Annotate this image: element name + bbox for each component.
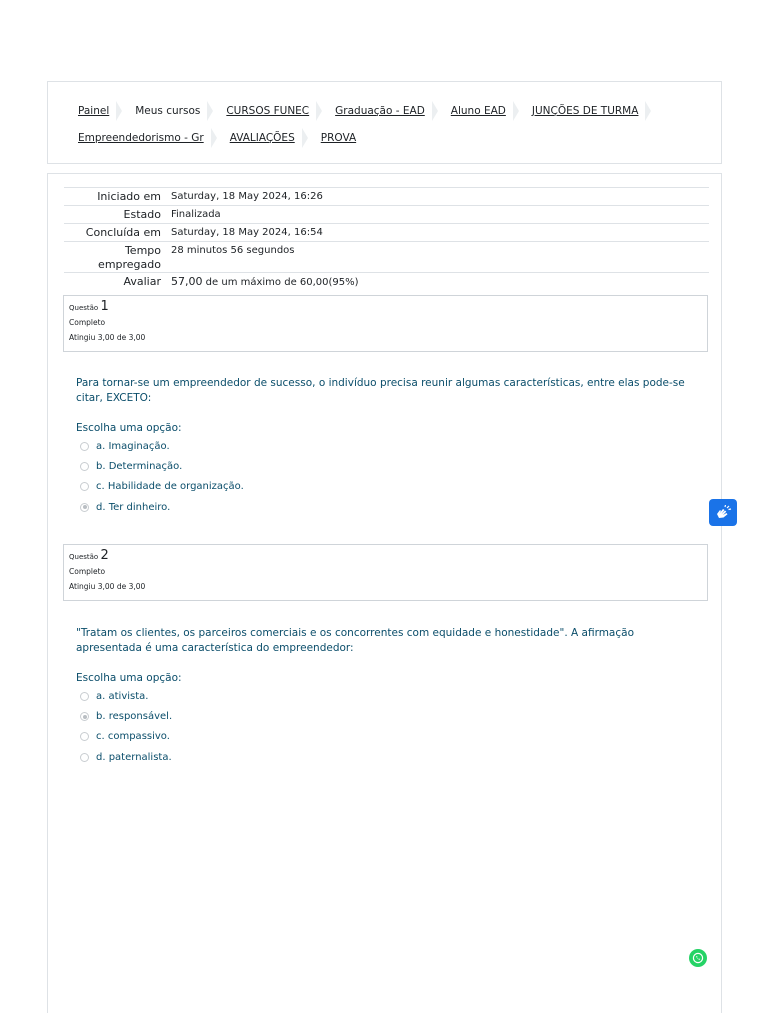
answer-label: b. responsável. xyxy=(96,711,173,723)
grade-score: 57,00 xyxy=(171,275,203,288)
breadcrumb-link[interactable]: Graduação - EAD xyxy=(335,104,425,117)
summary-value: Finalizada xyxy=(171,209,221,220)
breadcrumb-item-aluno-ead[interactable] xyxy=(451,101,532,121)
breadcrumb-link[interactable]: Aluno EAD xyxy=(450,104,506,117)
grade-detail: de um máximo de 60,00(95%) xyxy=(202,277,359,288)
answer-label: b. Determinação. xyxy=(96,461,183,473)
chevron-right-icon xyxy=(645,101,651,121)
radio-button-selected[interactable] xyxy=(80,712,89,721)
breadcrumb-item-avaliacoes[interactable] xyxy=(230,128,321,148)
answer-option[interactable] xyxy=(76,436,696,456)
question-number-value: 2 xyxy=(100,548,109,563)
summary-value: 28 minutos 56 segundos xyxy=(171,245,295,256)
breadcrumb xyxy=(47,81,722,164)
breadcrumb-item-meus-cursos xyxy=(135,101,226,121)
radio-button[interactable] xyxy=(80,753,89,762)
radio-button[interactable] xyxy=(80,732,89,741)
answer-option[interactable] xyxy=(76,497,696,517)
breadcrumb-item-prova[interactable] xyxy=(321,128,356,148)
question-label: Questão xyxy=(69,553,99,561)
hand-icon xyxy=(714,505,732,521)
summary-value: Saturday, 18 May 2024, 16:26 xyxy=(171,191,323,202)
answer-option[interactable] xyxy=(76,477,696,497)
answer-prompt: Escolha uma opção: xyxy=(76,672,182,684)
question-number-value: 1 xyxy=(100,299,109,314)
radio-button[interactable] xyxy=(80,692,89,701)
summary-label: Iniciado em xyxy=(97,190,161,203)
chevron-right-icon xyxy=(207,101,213,121)
breadcrumb-link[interactable]: PROVA xyxy=(320,131,357,144)
chevron-right-icon xyxy=(432,101,438,121)
summary-row-started xyxy=(64,188,709,206)
breadcrumb-row xyxy=(78,101,664,121)
summary-row-grade xyxy=(64,273,709,292)
breadcrumb-link[interactable]: Empreendedorismo - Gr xyxy=(78,131,204,144)
question-state: Completo xyxy=(69,567,106,576)
breadcrumb-link[interactable]: CURSOS FUNEC xyxy=(226,104,310,117)
whatsapp-icon[interactable] xyxy=(689,949,707,967)
summary-label: Estado xyxy=(123,208,161,221)
summary-label: Concluída em xyxy=(85,226,161,239)
radio-button[interactable] xyxy=(80,462,89,471)
summary-row-time xyxy=(64,242,709,273)
question-number xyxy=(69,549,702,564)
summary-label-line: Tempo xyxy=(124,244,161,257)
breadcrumb-text: Meus cursos xyxy=(135,104,201,117)
question-state: Completo xyxy=(69,318,106,327)
chevron-right-icon xyxy=(116,101,122,121)
question-number xyxy=(69,300,702,315)
radio-button[interactable] xyxy=(80,482,89,491)
answer-label: c. compassivo. xyxy=(96,731,170,743)
answer-prompt: Escolha uma opção: xyxy=(76,422,182,434)
question-text: Para tornar-se um empreendedor de sucesso, o indivíduo precisa reunir algumas características, entre elas pode-se citar, EXCETO: xyxy=(76,377,685,404)
breadcrumb-link[interactable]: JUNÇÕES DE TURMA xyxy=(531,104,639,117)
question-info xyxy=(63,544,708,601)
phone-icon xyxy=(692,952,704,964)
chevron-right-icon xyxy=(211,128,217,148)
question-label: Questão xyxy=(69,304,99,312)
breadcrumb-row xyxy=(78,128,356,148)
summary-row-completed xyxy=(64,224,709,242)
radio-button[interactable] xyxy=(80,442,89,451)
answer-option[interactable] xyxy=(76,686,696,706)
answer-option[interactable] xyxy=(76,706,696,726)
quiz-review-region xyxy=(47,173,722,1013)
summary-row-state xyxy=(64,206,709,224)
chevron-right-icon xyxy=(316,101,322,121)
vlibras-hand-icon[interactable] xyxy=(709,499,737,526)
breadcrumb-item-painel[interactable] xyxy=(78,101,135,121)
breadcrumb-item-juncoes[interactable] xyxy=(532,101,665,121)
breadcrumb-item-graduacao[interactable] xyxy=(335,101,451,121)
question-content xyxy=(76,626,696,768)
summary-value: Saturday, 18 May 2024, 16:54 xyxy=(171,227,323,238)
answer-option[interactable] xyxy=(76,727,696,747)
summary-value xyxy=(162,273,709,292)
question-info xyxy=(63,295,708,352)
question-content xyxy=(76,376,696,518)
breadcrumb-link[interactable]: Painel xyxy=(78,104,110,117)
breadcrumb-item-empreendedorismo[interactable] xyxy=(78,128,230,148)
breadcrumb-item-cursos-funec[interactable] xyxy=(226,101,335,121)
question-grade: Atingiu 3,00 de 3,00 xyxy=(69,582,146,591)
chevron-right-icon xyxy=(302,128,308,148)
chevron-right-icon xyxy=(513,101,519,121)
summary-label xyxy=(64,242,162,273)
question-text: "Tratam os clientes, os parceiros comerciais e os concorrentes com equidade e honestidade". A afirmação apresentada é uma característica do empreendedor: xyxy=(76,627,634,654)
answer-option[interactable] xyxy=(76,747,696,767)
answer-label: d. Ter dinheiro. xyxy=(96,501,171,513)
answer-label: c. Habilidade de organização. xyxy=(96,481,244,493)
radio-button-selected[interactable] xyxy=(80,503,89,512)
breadcrumb-link[interactable]: AVALIAÇÕES xyxy=(229,131,295,144)
answer-option[interactable] xyxy=(76,456,696,476)
summary-label: Avaliar xyxy=(123,275,161,288)
summary-label-line: empregado xyxy=(98,258,161,271)
attempt-summary-table xyxy=(64,187,709,291)
answer-label: a. ativista. xyxy=(96,690,149,702)
question-grade: Atingiu 3,00 de 3,00 xyxy=(69,333,146,342)
answer-label: d. paternalista. xyxy=(96,751,172,763)
answer-label: a. Imaginação. xyxy=(96,440,170,452)
